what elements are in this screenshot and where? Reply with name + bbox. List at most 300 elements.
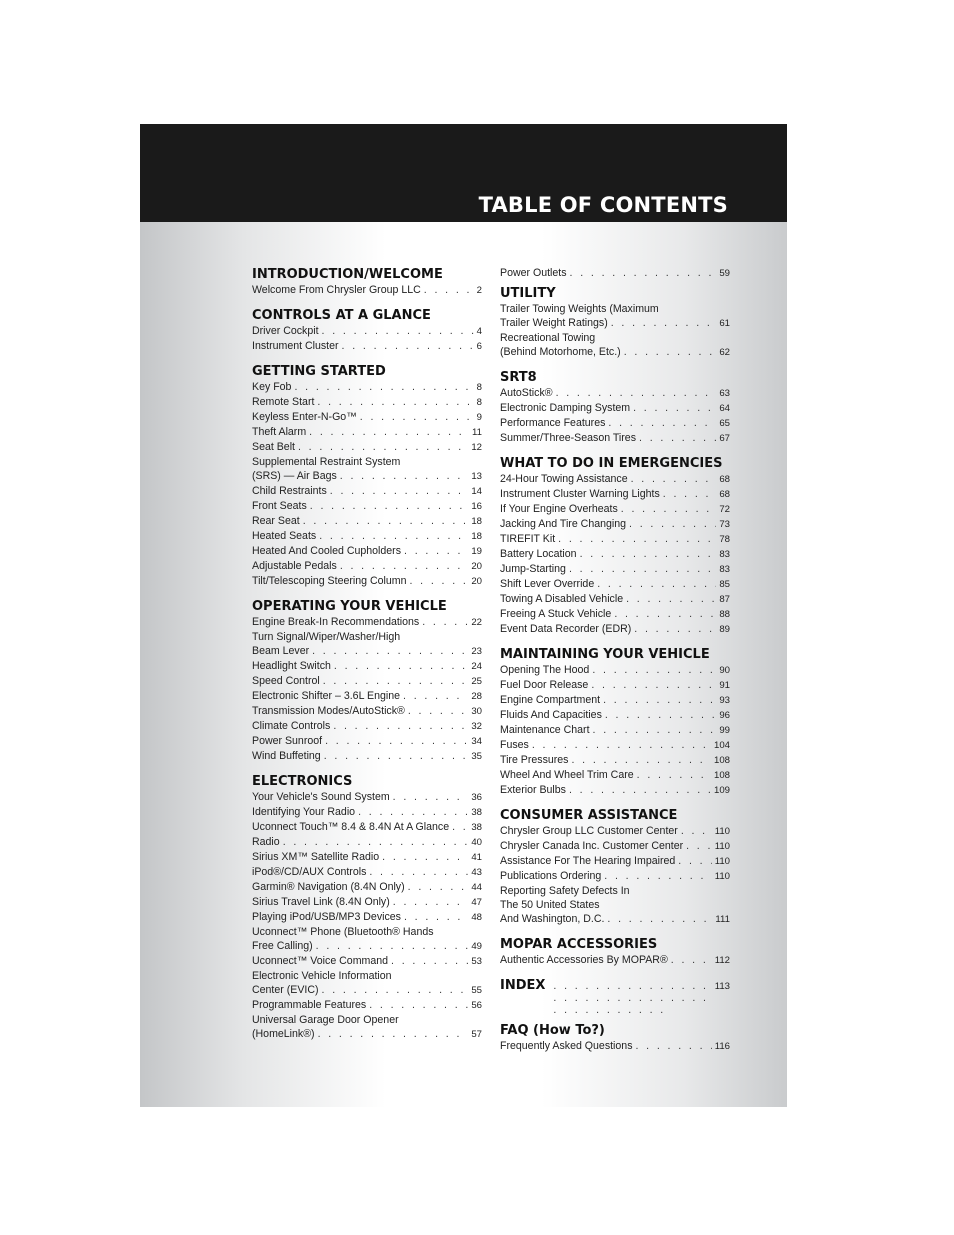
dot-leader bbox=[318, 1027, 469, 1041]
toc-entry[interactable] bbox=[252, 410, 482, 425]
toc-entry[interactable] bbox=[252, 440, 482, 455]
entry-label: Engine Break-In Recommendations bbox=[252, 616, 420, 628]
toc-column-left bbox=[252, 266, 482, 1051]
entry-label: Instrument Cluster Warning Lights bbox=[500, 488, 660, 500]
toc-entry-line: Universal Garage Door Opener bbox=[252, 1014, 399, 1026]
dot-leader bbox=[636, 1039, 712, 1053]
entry-label: Front Seats bbox=[252, 500, 307, 512]
dot-leader bbox=[342, 339, 474, 353]
toc-entry[interactable] bbox=[500, 562, 730, 577]
dot-leader bbox=[340, 559, 469, 573]
toc-entry[interactable] bbox=[252, 544, 482, 559]
dot-leader bbox=[360, 410, 474, 424]
toc-entry[interactable] bbox=[500, 723, 730, 738]
entry-label: Heated Seats bbox=[252, 530, 317, 542]
page-number: 83 bbox=[719, 564, 730, 575]
section-title: CONSUMER ASSISTANCE bbox=[500, 808, 678, 823]
toc-entry[interactable] bbox=[500, 345, 730, 360]
toc-entry[interactable] bbox=[252, 954, 482, 969]
toc-entry[interactable] bbox=[500, 386, 730, 401]
toc-entry[interactable] bbox=[252, 469, 482, 484]
page-number: 110 bbox=[714, 856, 730, 867]
dot-leader bbox=[369, 998, 468, 1012]
dot-leader bbox=[663, 487, 717, 501]
entry-label: Heated And Cooled Cupholders bbox=[252, 545, 402, 557]
dot-leader bbox=[580, 547, 717, 561]
toc-entry[interactable] bbox=[252, 529, 482, 544]
dot-leader bbox=[629, 517, 716, 531]
dot-leader bbox=[334, 659, 468, 673]
page-title: TABLE OF CONTENTS bbox=[478, 193, 728, 217]
entry-label: AutoStick® bbox=[500, 387, 553, 399]
entry-label: Opening The Hood bbox=[500, 664, 590, 676]
entry-label: Uconnect™ Voice Command bbox=[252, 955, 389, 967]
section-title: ELECTRONICS bbox=[252, 774, 353, 789]
entry-label: Instrument Cluster bbox=[252, 340, 339, 352]
dot-leader bbox=[624, 345, 717, 359]
page-number: 111 bbox=[715, 914, 730, 925]
dot-leader bbox=[621, 502, 717, 516]
page-number: 68 bbox=[719, 474, 730, 485]
entry-label: Playing iPod/USB/MP3 Devices bbox=[252, 911, 401, 923]
entry-label: Center (EVIC) bbox=[252, 984, 319, 996]
page-number: 43 bbox=[471, 867, 482, 878]
toc-entry[interactable] bbox=[500, 532, 730, 547]
entry-label: Exterior Bulbs bbox=[500, 784, 566, 796]
page-number: 110 bbox=[714, 826, 730, 837]
toc-entry[interactable] bbox=[500, 738, 730, 753]
dot-leader bbox=[358, 805, 468, 819]
page-number: 49 bbox=[471, 941, 482, 952]
section-power-outlets bbox=[500, 266, 730, 281]
dot-leader bbox=[558, 532, 716, 546]
toc-entry[interactable] bbox=[252, 484, 482, 499]
page-number: 67 bbox=[719, 433, 730, 444]
toc-entry[interactable] bbox=[500, 783, 730, 798]
page-number: 47 bbox=[471, 897, 482, 908]
toc-entry[interactable] bbox=[500, 547, 730, 562]
dot-leader bbox=[604, 869, 711, 883]
toc-entry[interactable] bbox=[252, 339, 482, 354]
page-number: 6 bbox=[476, 341, 482, 352]
toc-entry[interactable] bbox=[252, 983, 482, 998]
page-number: 108 bbox=[713, 755, 730, 766]
dot-leader bbox=[608, 416, 716, 430]
dot-leader bbox=[330, 484, 469, 498]
dot-leader bbox=[310, 499, 469, 513]
section-introduction bbox=[252, 266, 482, 298]
toc-entry[interactable] bbox=[500, 953, 730, 968]
page-number: 40 bbox=[471, 837, 482, 848]
section-controls bbox=[252, 307, 482, 354]
toc-entry[interactable] bbox=[500, 517, 730, 532]
entry-label: Engine Compartment bbox=[500, 694, 601, 706]
entry-label: Driver Cockpit bbox=[252, 325, 319, 337]
toc-entry[interactable] bbox=[252, 644, 482, 659]
toc-entry[interactable] bbox=[252, 559, 482, 574]
page-number: 41 bbox=[471, 852, 482, 863]
dot-leader bbox=[607, 912, 712, 926]
dot-leader bbox=[340, 469, 469, 483]
toc-entry[interactable] bbox=[500, 1039, 730, 1054]
entry-label: Headlight Switch bbox=[252, 660, 331, 672]
toc-entry-line: Recreational Towing bbox=[500, 332, 596, 344]
toc-entry[interactable] bbox=[252, 689, 482, 704]
page-number: 116 bbox=[714, 1041, 730, 1052]
entry-label: Publications Ordering bbox=[500, 870, 602, 882]
toc-entry-line: Electronic Vehicle Information bbox=[252, 970, 392, 982]
entry-label: Speed Control bbox=[252, 675, 320, 687]
section-items bbox=[500, 302, 730, 360]
toc-entry[interactable] bbox=[500, 912, 730, 927]
dot-leader bbox=[571, 753, 711, 767]
entry-label: Free Calling) bbox=[252, 940, 313, 952]
toc-entry[interactable] bbox=[252, 499, 482, 514]
toc-entry[interactable] bbox=[252, 1027, 482, 1042]
toc-entry[interactable] bbox=[252, 283, 482, 298]
dot-leader bbox=[634, 622, 716, 636]
toc-entry[interactable] bbox=[500, 753, 730, 768]
header-bar bbox=[140, 124, 787, 222]
entry-label: Uconnect Touch™ 8.4 & 8.4N At A Glance bbox=[252, 821, 450, 833]
entry-label: Chrysler Canada Inc. Customer Center bbox=[500, 840, 684, 852]
toc-entry[interactable] bbox=[500, 839, 730, 854]
toc-entry[interactable] bbox=[500, 693, 730, 708]
entry-label: Event Data Recorder (EDR) bbox=[500, 623, 632, 635]
page-number: 90 bbox=[719, 665, 730, 676]
page-number: 78 bbox=[719, 534, 730, 545]
page-number: 108 bbox=[713, 770, 730, 781]
entry-label: Adjustable Pedals bbox=[252, 560, 337, 572]
dot-leader bbox=[556, 386, 717, 400]
page-number: 59 bbox=[719, 268, 730, 279]
page-number: 110 bbox=[714, 841, 730, 852]
page-number: 14 bbox=[471, 486, 482, 497]
toc-entry-line: Supplemental Restraint System bbox=[252, 456, 401, 468]
entry-label: If Your Engine Overheats bbox=[500, 503, 618, 515]
page-number: 72 bbox=[719, 504, 730, 515]
page-number: 65 bbox=[719, 418, 730, 429]
page-number: 4 bbox=[476, 326, 482, 337]
entry-label: Tilt/Telescoping Steering Column bbox=[252, 575, 407, 587]
page-number: 109 bbox=[713, 785, 730, 796]
toc-entry[interactable] bbox=[252, 324, 482, 339]
entry-label: Beam Lever bbox=[252, 645, 310, 657]
dot-leader bbox=[319, 529, 468, 543]
dot-leader bbox=[324, 749, 469, 763]
toc-entry[interactable] bbox=[500, 316, 730, 331]
entry-label: Garmin® Navigation (8.4N Only) bbox=[252, 881, 405, 893]
dot-leader bbox=[391, 954, 468, 968]
entry-label: Electronic Damping System bbox=[500, 402, 631, 414]
dot-leader bbox=[605, 708, 716, 722]
entry-label: Frequently Asked Questions bbox=[500, 1040, 633, 1052]
toc-entry[interactable] bbox=[500, 266, 730, 281]
entry-label: Remote Start bbox=[252, 396, 315, 408]
toc-entry[interactable] bbox=[500, 663, 730, 678]
dot-leader bbox=[631, 472, 717, 486]
toc-entry[interactable] bbox=[252, 850, 482, 865]
page-number: 30 bbox=[471, 706, 482, 717]
page-number: 34 bbox=[471, 736, 482, 747]
dot-leader bbox=[614, 607, 716, 621]
page-number: 38 bbox=[471, 822, 482, 833]
page-number: 85 bbox=[719, 579, 730, 590]
section-srt8 bbox=[500, 369, 730, 446]
toc-entry[interactable] bbox=[500, 401, 730, 416]
entry-label: Theft Alarm bbox=[252, 426, 307, 438]
toc-entry[interactable] bbox=[500, 472, 730, 487]
dot-leader bbox=[393, 895, 469, 909]
section-items bbox=[500, 1039, 730, 1054]
section-title: MOPAR ACCESSORIES bbox=[500, 937, 658, 952]
toc-entry[interactable] bbox=[500, 708, 730, 723]
toc-entry[interactable] bbox=[500, 678, 730, 693]
page-number: 57 bbox=[471, 1029, 482, 1040]
toc-entry[interactable] bbox=[252, 880, 482, 895]
entry-label: Freeing A Stuck Vehicle bbox=[500, 608, 612, 620]
dot-leader bbox=[681, 824, 712, 838]
toc-entry[interactable] bbox=[500, 607, 730, 622]
entry-label: Fuel Door Release bbox=[500, 679, 589, 691]
dot-leader bbox=[424, 283, 474, 297]
dot-leader bbox=[570, 266, 717, 280]
toc-entry-line: Uconnect™ Phone (Bluetooth® Hands bbox=[252, 926, 434, 938]
entry-label: (Behind Motorhome, Etc.) bbox=[500, 346, 621, 358]
toc-entry[interactable] bbox=[500, 487, 730, 502]
page-number: 64 bbox=[719, 403, 730, 414]
toc-entry[interactable] bbox=[252, 805, 482, 820]
toc-entry[interactable] bbox=[252, 998, 482, 1013]
toc-entry[interactable] bbox=[500, 854, 730, 869]
dot-leader bbox=[626, 592, 716, 606]
toc-entry-line: Reporting Safety Defects In bbox=[500, 885, 630, 897]
page-number: 8 bbox=[476, 397, 482, 408]
section-title: FAQ (How To?) bbox=[500, 1023, 605, 1038]
dot-leader bbox=[322, 983, 469, 997]
section-title: INDEX bbox=[500, 978, 546, 993]
toc-entry[interactable] bbox=[252, 910, 482, 925]
section-items bbox=[252, 380, 482, 589]
toc-entry[interactable] bbox=[252, 380, 482, 395]
toc-entry[interactable] bbox=[500, 431, 730, 446]
page-number: 73 bbox=[719, 519, 730, 530]
toc-entry[interactable] bbox=[500, 592, 730, 607]
toc-entry[interactable] bbox=[252, 820, 482, 835]
page-number: 53 bbox=[471, 956, 482, 967]
dot-leader bbox=[678, 854, 711, 868]
entry-label: Wheel And Wheel Trim Care bbox=[500, 769, 634, 781]
page-number: 16 bbox=[471, 501, 482, 512]
page-number: 24 bbox=[471, 661, 482, 672]
section-title: INTRODUCTION/WELCOME bbox=[252, 267, 443, 282]
section-items bbox=[252, 790, 482, 1042]
toc-entry[interactable] bbox=[252, 865, 482, 880]
entry-label: Power Sunroof bbox=[252, 735, 323, 747]
toc-entry[interactable] bbox=[252, 790, 482, 805]
dot-leader bbox=[382, 850, 468, 864]
section-items bbox=[500, 953, 730, 968]
toc-entry[interactable] bbox=[252, 749, 482, 764]
toc-entry[interactable] bbox=[252, 674, 482, 689]
toc-entry[interactable] bbox=[500, 824, 730, 839]
toc-entry[interactable] bbox=[500, 869, 730, 884]
entry-label: Shift Lever Override bbox=[500, 578, 595, 590]
section-items bbox=[500, 663, 730, 798]
dot-leader bbox=[303, 514, 469, 528]
page-number: 32 bbox=[471, 721, 482, 732]
entry-label: Jump-Starting bbox=[500, 563, 566, 575]
entry-label: iPod®/CD/AUX Controls bbox=[252, 866, 367, 878]
section-items bbox=[252, 615, 482, 764]
toc-entry[interactable] bbox=[500, 577, 730, 592]
page-number: 88 bbox=[719, 609, 730, 620]
page-number: 38 bbox=[471, 807, 482, 818]
dot-leader bbox=[393, 790, 469, 804]
toc-entry[interactable] bbox=[252, 395, 482, 410]
section-utility bbox=[500, 285, 730, 360]
section-electronics bbox=[252, 773, 482, 1042]
dot-leader bbox=[333, 719, 468, 733]
dot-leader bbox=[569, 562, 716, 576]
toc-entry-line: Turn Signal/Wiper/Washer/High bbox=[252, 631, 401, 643]
toc-entry[interactable] bbox=[500, 622, 730, 637]
entry-label: Battery Location bbox=[500, 548, 577, 560]
toc-entry[interactable] bbox=[252, 734, 482, 749]
toc-entry[interactable] bbox=[252, 835, 482, 850]
toc-entry[interactable] bbox=[252, 659, 482, 674]
entry-label: Sirius XM™ Satellite Radio bbox=[252, 851, 380, 863]
page-number: 104 bbox=[713, 740, 730, 751]
dot-leader bbox=[409, 574, 468, 588]
dot-leader bbox=[408, 704, 468, 718]
entry-label: Fuses bbox=[500, 739, 529, 751]
section-title: WHAT TO DO IN EMERGENCIES bbox=[500, 456, 723, 471]
toc-entry[interactable] bbox=[500, 502, 730, 517]
dot-leader bbox=[569, 783, 711, 797]
dot-leader bbox=[316, 939, 469, 953]
dot-leader bbox=[532, 738, 711, 752]
entry-label: (HomeLink®) bbox=[252, 1028, 315, 1040]
dot-leader bbox=[639, 431, 716, 445]
page-number: 2 bbox=[476, 285, 482, 296]
entry-label: (SRS) — Air Bags bbox=[252, 470, 337, 482]
dot-leader bbox=[323, 674, 469, 688]
dot-leader bbox=[686, 839, 712, 853]
section-title: CONTROLS AT A GLANCE bbox=[252, 308, 431, 323]
page-number: 18 bbox=[471, 531, 482, 542]
section-index[interactable] bbox=[500, 977, 730, 1016]
toc-entry[interactable] bbox=[252, 719, 482, 734]
entry-label: Wind Buffeting bbox=[252, 750, 321, 762]
toc-entry[interactable] bbox=[500, 416, 730, 431]
page-number: 8 bbox=[476, 382, 482, 393]
entry-label: Rear Seat bbox=[252, 515, 300, 527]
entry-label: Child Restraints bbox=[252, 485, 327, 497]
dot-leader bbox=[591, 678, 716, 692]
toc-entry[interactable] bbox=[252, 939, 482, 954]
page-number: 83 bbox=[719, 549, 730, 560]
toc-entry[interactable] bbox=[252, 425, 482, 440]
section-items bbox=[252, 324, 482, 354]
section-title: OPERATING YOUR VEHICLE bbox=[252, 599, 447, 614]
section-maintaining bbox=[500, 646, 730, 798]
entry-label: Transmission Modes/AutoStick® bbox=[252, 705, 405, 717]
page-number: 56 bbox=[471, 1000, 482, 1011]
toc-page bbox=[140, 124, 787, 1107]
entry-label: Radio bbox=[252, 836, 280, 848]
entry-label: Jacking And Tire Changing bbox=[500, 518, 627, 530]
section-items bbox=[500, 386, 730, 446]
page-number: 110 bbox=[714, 871, 730, 882]
section-title: UTILITY bbox=[500, 286, 556, 301]
entry-label: Electronic Shifter – 3.6L Engine bbox=[252, 690, 401, 702]
entry-label: Key Fob bbox=[252, 381, 292, 393]
page-number: 55 bbox=[471, 985, 482, 996]
toc-entry-line: The 50 United States bbox=[500, 899, 600, 911]
dot-leader bbox=[637, 768, 711, 782]
page-number: 61 bbox=[719, 318, 730, 329]
page-number: 20 bbox=[471, 576, 482, 587]
page-number: 18 bbox=[471, 516, 482, 527]
section-faq bbox=[500, 1022, 730, 1054]
page-number: 36 bbox=[471, 792, 482, 803]
section-consumer bbox=[500, 807, 730, 927]
page-number: 13 bbox=[471, 471, 482, 482]
dot-leader bbox=[597, 577, 716, 591]
dot-leader bbox=[403, 689, 468, 703]
page-number: 12 bbox=[471, 442, 482, 453]
page-number: 20 bbox=[471, 561, 482, 572]
dot-leader bbox=[452, 820, 468, 834]
entry-label: Fluids And Capacities bbox=[500, 709, 602, 721]
toc-entry[interactable] bbox=[252, 514, 482, 529]
entry-label: Power Outlets bbox=[500, 267, 567, 279]
entry-label: Authentic Accessories By MOPAR® bbox=[500, 954, 668, 966]
entry-label: Seat Belt bbox=[252, 441, 295, 453]
dot-leader bbox=[309, 425, 469, 439]
entry-label: Performance Features bbox=[500, 417, 606, 429]
page-number: 9 bbox=[476, 412, 482, 423]
dot-leader bbox=[408, 880, 469, 894]
section-getting-started bbox=[252, 363, 482, 589]
entry-label: Sirius Travel Link (8.4N Only) bbox=[252, 896, 390, 908]
section-emergencies bbox=[500, 455, 730, 637]
page-number: 63 bbox=[719, 388, 730, 399]
page-number: 11 bbox=[472, 427, 482, 438]
page-number: 112 bbox=[714, 955, 730, 966]
dot-leader bbox=[593, 723, 717, 737]
page-number: 19 bbox=[471, 546, 482, 557]
entry-label: Your Vehicle's Sound System bbox=[252, 791, 390, 803]
toc-entry[interactable] bbox=[252, 615, 482, 630]
page-number: 99 bbox=[719, 725, 730, 736]
entry-label: Trailer Weight Ratings) bbox=[500, 317, 608, 329]
dot-leader bbox=[611, 316, 717, 330]
page-number: 48 bbox=[471, 912, 482, 923]
toc-entry[interactable] bbox=[252, 574, 482, 589]
section-title: GETTING STARTED bbox=[252, 364, 386, 379]
toc-entry[interactable] bbox=[252, 704, 482, 719]
dot-leader bbox=[317, 395, 473, 409]
dot-leader bbox=[404, 910, 468, 924]
toc-entry[interactable] bbox=[500, 768, 730, 783]
dot-leader bbox=[312, 644, 468, 658]
entry-label: Tire Pressures bbox=[500, 754, 569, 766]
toc-entry[interactable] bbox=[252, 895, 482, 910]
entry-label: Maintenance Chart bbox=[500, 724, 590, 736]
dot-leader bbox=[671, 953, 712, 967]
